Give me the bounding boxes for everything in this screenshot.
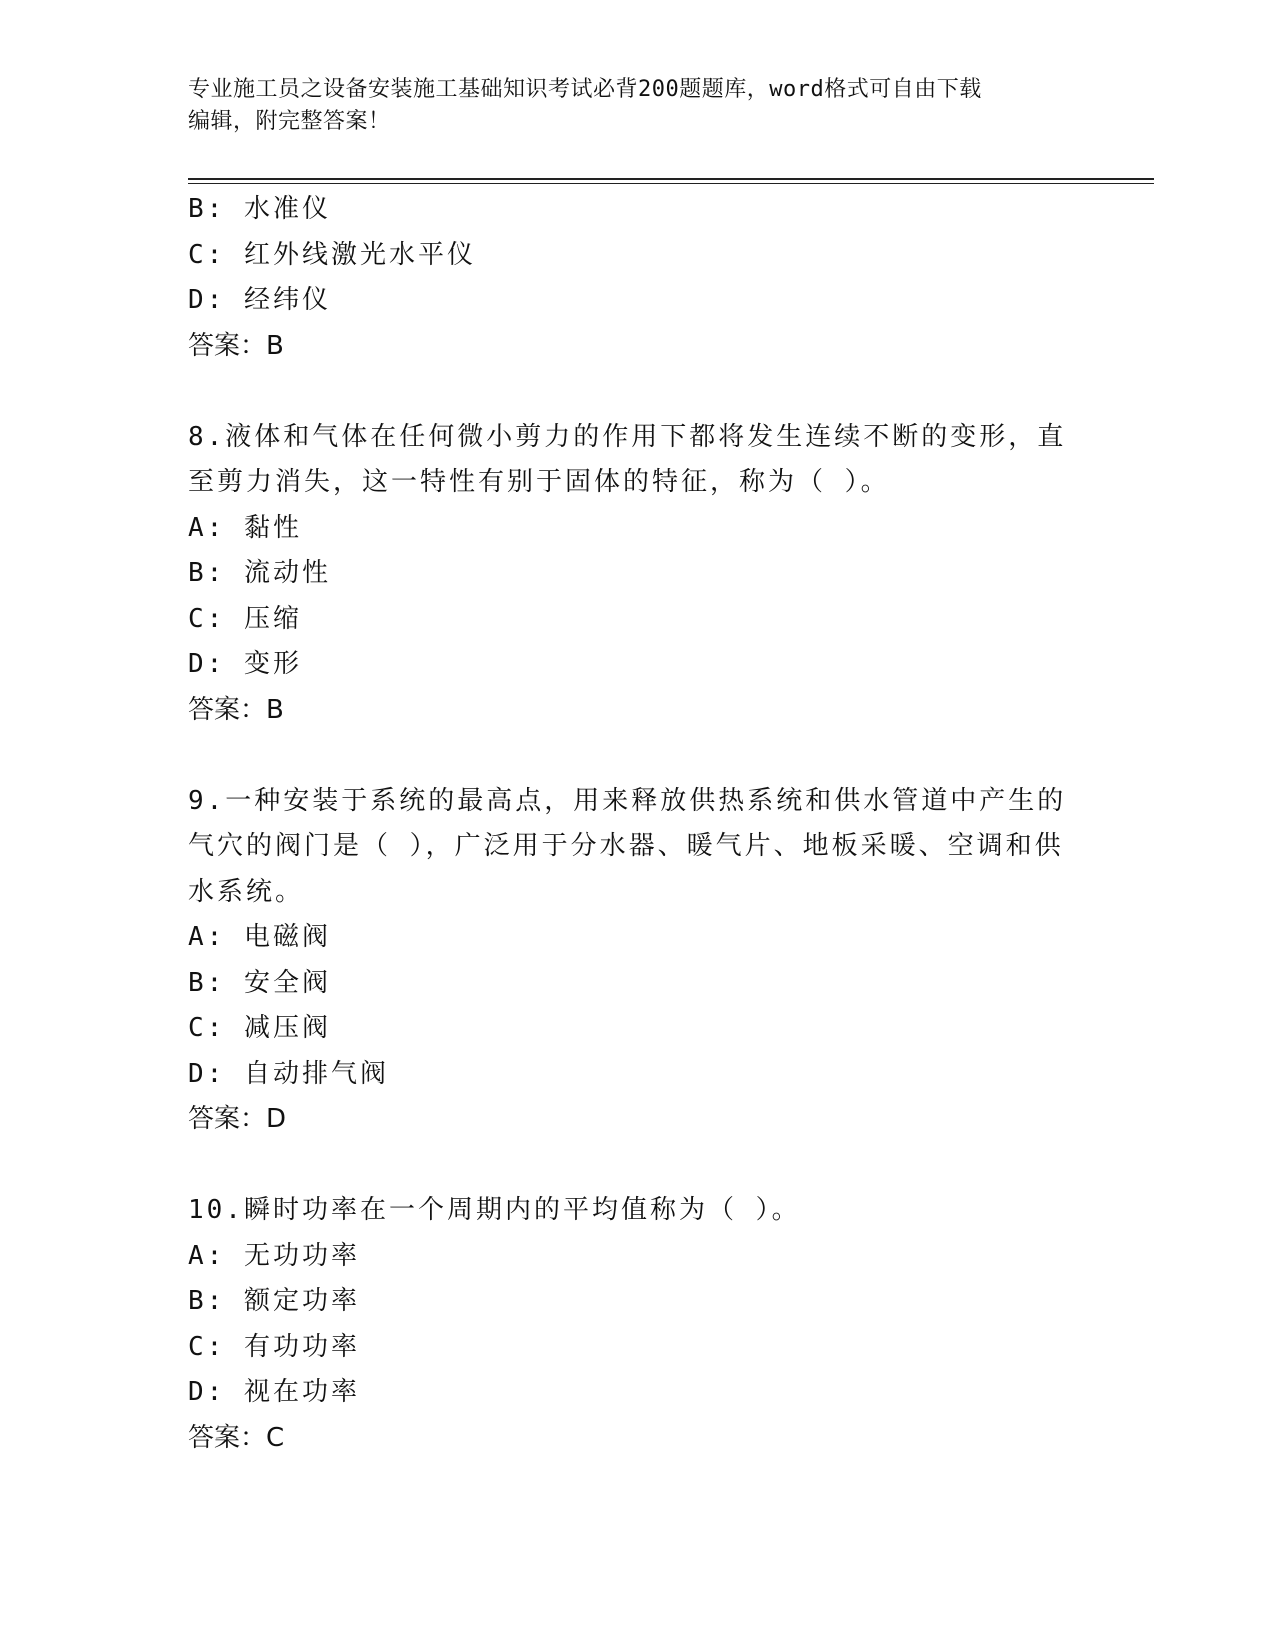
answer-line: 答案：B (188, 330, 284, 361)
option-c: C: 减压阀 (188, 1013, 331, 1043)
option-d: D: 变形 (188, 649, 302, 679)
option-a: A: 无功功率 (188, 1240, 360, 1271)
option-c: C: 红外线激光水平仪 (188, 239, 476, 270)
option-d: D: 经纬仪 (188, 285, 331, 315)
header-line-1: 专业施工员之设备安装施工基础知识考试必背200题题库，word格式可自由下载 (188, 77, 982, 102)
question-9 (188, 779, 1088, 1143)
option-a: A: 黏性 (188, 512, 302, 543)
header-rule-thin (188, 183, 1154, 184)
spacer (188, 369, 1088, 415)
option-b: B: 安全阀 (188, 967, 331, 998)
document-header (188, 74, 1088, 138)
question-stem-line: 9.一种安装于系统的最高点，用来释放供热系统和供水管道中产生的 (188, 785, 1067, 816)
header-rule-thick (188, 178, 1154, 180)
question-continued (188, 187, 1088, 369)
option-a: A: 电磁阀 (188, 922, 331, 952)
option-b: B: 流动性 (188, 558, 331, 588)
option-b: B: 额定功率 (188, 1286, 360, 1316)
option-d: D: 自动排气阀 (188, 1058, 389, 1089)
question-stem-line: 8.液体和气体在任何微小剪力的作用下都将发生连续不断的变形，直 (188, 421, 1067, 452)
question-stem-line: 10.瞬时功率在一个周期内的平均值称为（ ）。 (188, 1195, 801, 1225)
header-line-2: 编辑，附完整答案！ (188, 109, 391, 134)
answer-line: 答案：D (188, 1104, 287, 1134)
option-c: C: 有功功率 (188, 1331, 360, 1362)
spacer (188, 1143, 1088, 1189)
question-list (188, 187, 1088, 1461)
option-c: C: 压缩 (188, 603, 302, 634)
option-d: D: 视在功率 (188, 1377, 360, 1407)
answer-line: 答案：C (188, 1422, 285, 1453)
answer-line: 答案：B (188, 694, 284, 725)
question-stem-line: 至剪力消失，这一特性有别于固体的特征，称为（ ）。 (188, 467, 890, 497)
question-10 (188, 1188, 1088, 1461)
question-8 (188, 415, 1088, 734)
option-b: B: 水准仪 (188, 194, 331, 224)
question-stem-line: 水系统。 (188, 876, 305, 907)
spacer (188, 733, 1088, 779)
question-stem-line: 气穴的阀门是（ ），广泛用于分水器、暖气片、地板采暖、空调和供 (188, 831, 1064, 861)
